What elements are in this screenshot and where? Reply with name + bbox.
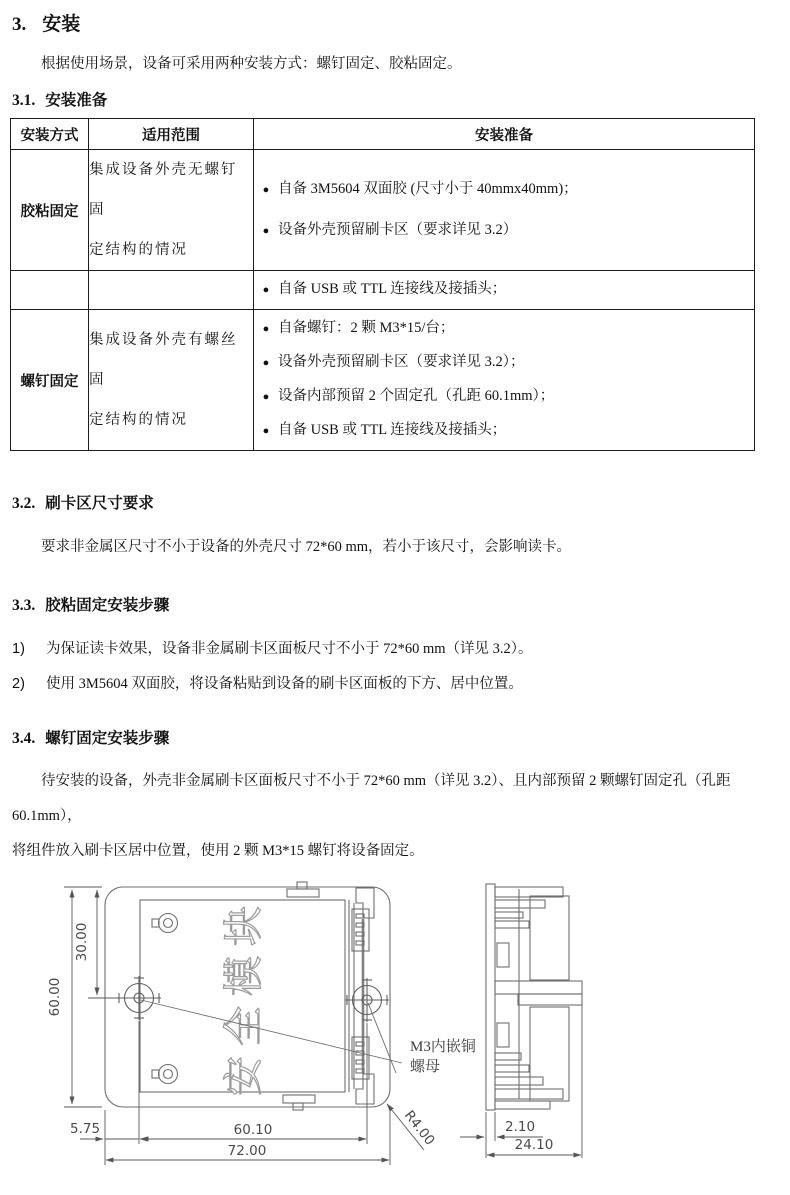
dim-front-height: 60.00 bbox=[47, 977, 63, 1017]
scope-line: 定结构的情况 bbox=[89, 412, 188, 428]
numbered-step bbox=[12, 674, 778, 694]
paragraph-line: 待安装的设备，外壳非金属刷卡区面板尺寸不小于 72*60 mm（详见 3.2）、且内部预留 2 颗螺钉固定孔（孔距 60.1mm）， bbox=[12, 773, 731, 824]
bullet-icon: ● bbox=[262, 284, 270, 296]
scope-line: 集成设备外壳无螺钉固 bbox=[89, 162, 238, 218]
svg-text:M3内嵌铜: M3内嵌铜 bbox=[410, 1039, 476, 1055]
heading-number: 3.3. bbox=[12, 597, 36, 614]
paragraph-line: 将组件放入刷卡区居中位置，使用 2 颗 M3*15 螺钉将设备固定。 bbox=[12, 843, 424, 859]
install-prep-table bbox=[10, 118, 755, 451]
dim-front-width: 72.00 bbox=[227, 1143, 267, 1159]
section-heading-install bbox=[12, 12, 778, 38]
list-item: ● 设备外壳预留刷卡区（要求详见 3.2） bbox=[254, 210, 754, 251]
heading-title: 胶粘固定安装步骤 bbox=[45, 597, 170, 614]
list-item: ● 设备外壳预留刷卡区（要求详见 3.2）； bbox=[254, 346, 754, 380]
heading-title: 安装准备 bbox=[45, 92, 108, 109]
step-text: 为保证读卡效果，设备非金属刷卡区面板尺寸不小于 72*60 mm（详见 3.2）。 bbox=[46, 641, 533, 657]
dim-hole-span: 60.10 bbox=[233, 1122, 273, 1138]
bullet-icon: ● bbox=[262, 225, 270, 237]
dim-total-depth: 24.10 bbox=[514, 1137, 554, 1153]
section-heading-3-1 bbox=[12, 90, 778, 112]
prep-cell bbox=[254, 310, 755, 451]
numbered-step bbox=[12, 639, 778, 659]
method-cell: 胶粘固定 bbox=[11, 150, 89, 271]
heading-number: 3.1. bbox=[12, 92, 36, 109]
step-number: 1) bbox=[12, 641, 25, 657]
heading-number: 3.2. bbox=[12, 495, 36, 512]
bullet-icon: ● bbox=[262, 391, 270, 403]
table-header-row bbox=[11, 119, 755, 150]
bullet-icon: ● bbox=[262, 425, 270, 437]
scope-cell bbox=[89, 150, 254, 271]
bullet-icon: ● bbox=[262, 184, 270, 196]
col-header-prep: 安装准备 bbox=[254, 119, 755, 150]
method-cell-empty bbox=[11, 271, 89, 310]
scope-line: 集成设备外壳有螺丝固 bbox=[89, 332, 238, 388]
dim-edge-to-hole: 5.75 bbox=[70, 1121, 101, 1137]
list-item: ● 自备 USB 或 TTL 连接线及接插头； bbox=[254, 414, 754, 448]
col-header-scope: 适用范围 bbox=[89, 119, 254, 150]
col-header-method: 安装方式 bbox=[11, 119, 89, 150]
card-area-paragraph: 要求非金属区尺寸不小于设备的外壳尺寸 72*60 mm，若小于该尺寸，会影响读卡。 bbox=[41, 539, 572, 555]
scope-line: 定结构的情况 bbox=[89, 242, 188, 258]
heading-title: 螺钉固定安装步骤 bbox=[45, 730, 170, 747]
bullet-icon: ● bbox=[262, 323, 270, 335]
watermark-text: 安全模块 bbox=[221, 896, 266, 1096]
intro-paragraph: 根据使用场景，设备可采用两种安装方式：螺钉固定、胶粘固定。 bbox=[41, 56, 462, 72]
svg-text:螺母: 螺母 bbox=[410, 1059, 441, 1075]
heading-title: 刷卡区尺寸要求 bbox=[45, 495, 154, 512]
prep-cell bbox=[254, 271, 755, 310]
dim-hole-offset-top: 30.00 bbox=[74, 922, 90, 962]
step-number: 2) bbox=[12, 676, 25, 692]
table-row bbox=[11, 150, 755, 271]
method-cell: 螺钉固定 bbox=[11, 310, 89, 451]
m3-nut-label bbox=[410, 1038, 476, 1075]
scope-cell bbox=[89, 310, 254, 451]
heading-number: 3.4. bbox=[12, 730, 36, 747]
table-row bbox=[11, 271, 755, 310]
step-text: 使用 3M5604 双面胶，将设备粘贴到设备的刷卡区面板的下方、居中位置。 bbox=[46, 676, 523, 692]
list-item: ● 自备 USB 或 TTL 连接线及接插头； bbox=[254, 273, 754, 307]
list-item: ● 自备 3M5604 双面胶 (尺寸小于 40mmx40mm)； bbox=[254, 169, 754, 210]
table-row bbox=[11, 310, 755, 451]
dim-panel-thickness: 2.10 bbox=[505, 1119, 536, 1135]
section-heading-3-3 bbox=[12, 595, 778, 617]
side-view bbox=[486, 884, 582, 1110]
screw-install-paragraph bbox=[12, 764, 778, 869]
scope-cell-empty bbox=[89, 271, 254, 310]
list-item: ● 自备螺钉：2 颗 M3*15/台； bbox=[254, 312, 754, 346]
prep-cell bbox=[254, 150, 755, 271]
bullet-icon: ● bbox=[262, 357, 270, 369]
heading-number: 3. bbox=[12, 14, 27, 35]
dim-corner-radius: R4.00 bbox=[400, 1107, 438, 1149]
list-item: ● 设备内部预留 2 个固定孔（孔距 60.1mm）； bbox=[254, 380, 754, 414]
technical-drawing bbox=[0, 869, 790, 1195]
mounting-hole-right bbox=[345, 978, 389, 1022]
section-heading-3-4 bbox=[12, 728, 778, 750]
section-heading-3-2 bbox=[12, 493, 778, 515]
heading-title: 安装 bbox=[42, 14, 81, 35]
dimension-texts bbox=[47, 923, 553, 1159]
